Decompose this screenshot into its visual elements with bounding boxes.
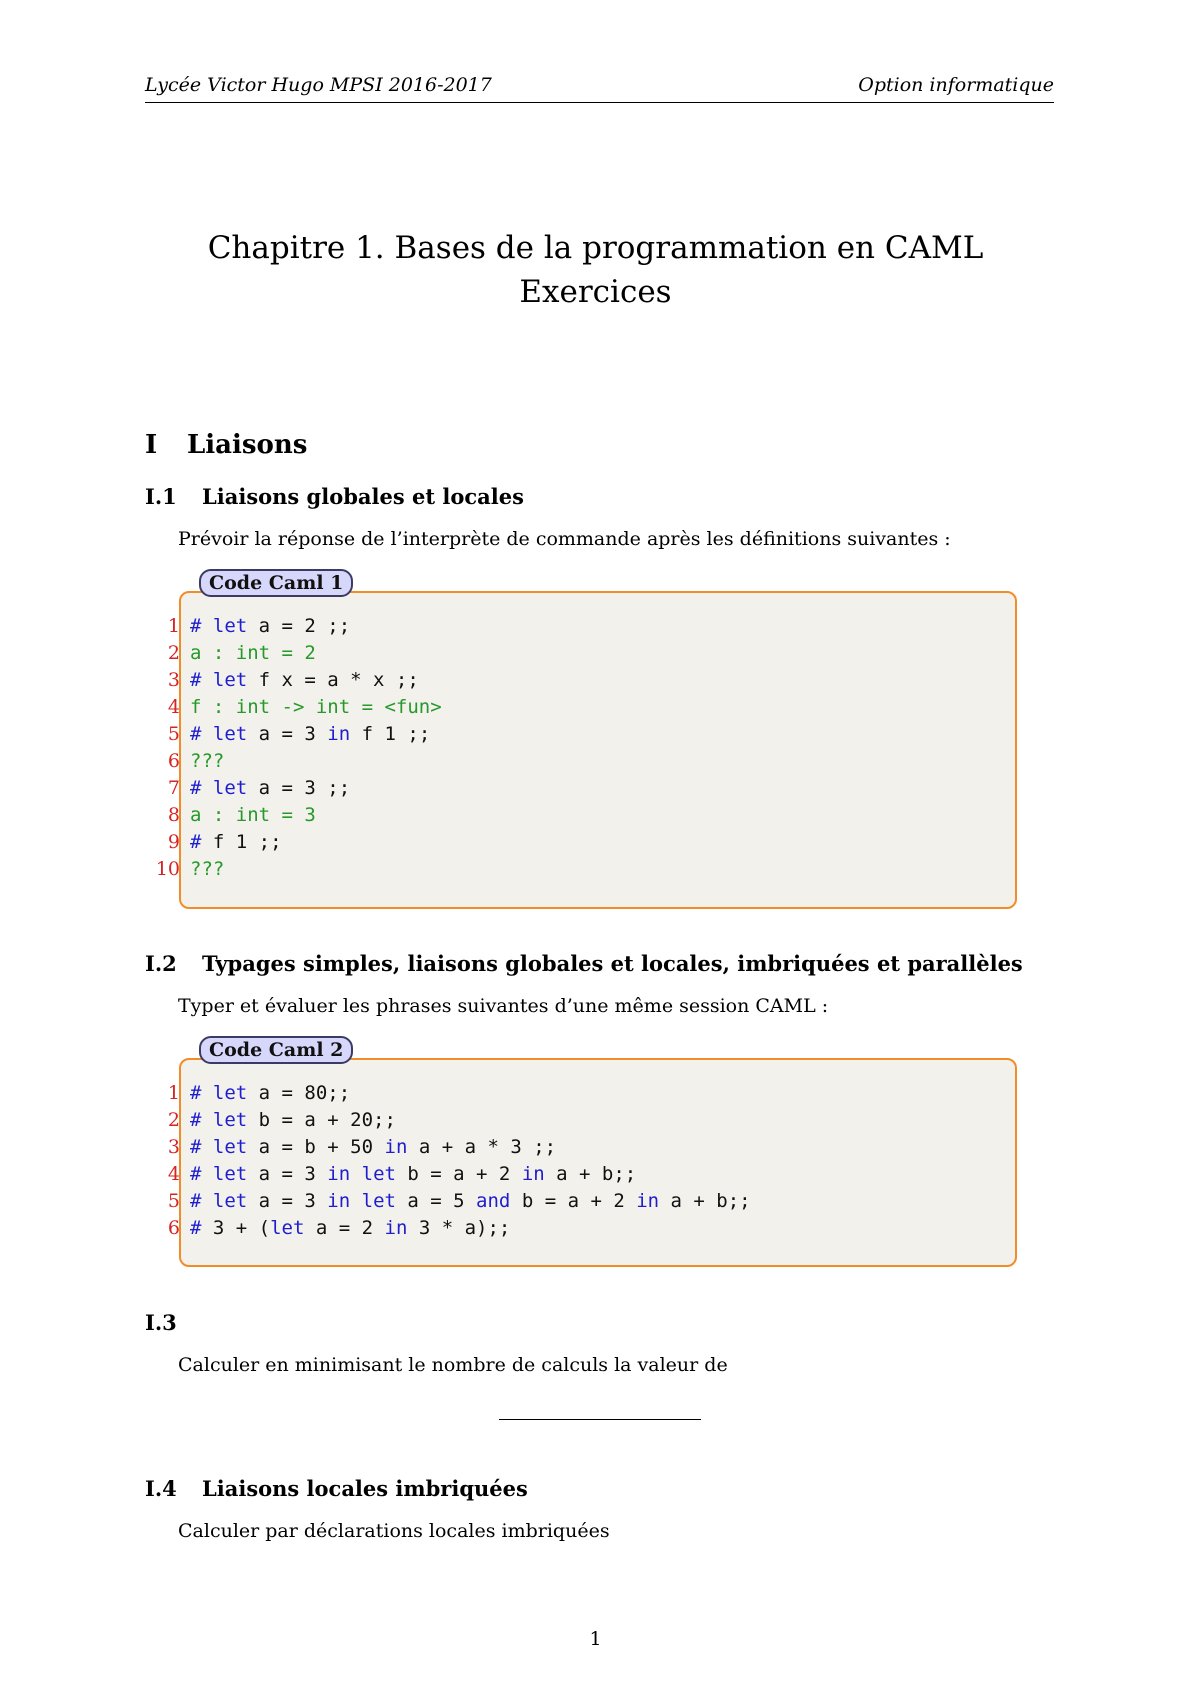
line-number: 4 <box>167 696 180 718</box>
code-keyword: # <box>190 777 213 799</box>
code-text <box>190 613 350 640</box>
line-number: 2 <box>167 1109 180 1131</box>
line-number: 6 <box>167 1217 180 1239</box>
code-keyword: let <box>212 777 248 799</box>
code-line <box>150 775 1020 802</box>
code-keyword: in <box>327 723 351 745</box>
line-number: 6 <box>167 750 180 772</box>
code-label-1: Code Caml 1 <box>199 569 353 597</box>
code-keyword: # <box>190 1163 213 1185</box>
code-keyword: in <box>636 1190 660 1212</box>
code-keyword: let <box>212 1136 248 1158</box>
subsection-title: Liaisons globales et locales <box>202 484 524 509</box>
code-text <box>190 667 419 694</box>
code-output: ??? <box>190 750 225 772</box>
code-line <box>150 856 1020 883</box>
line-number: 1 <box>167 615 180 637</box>
code-line <box>150 667 1020 694</box>
line-number: 3 <box>167 669 180 691</box>
code-keyword: let <box>361 1163 396 1185</box>
code-output: a : int = 3 <box>190 804 316 826</box>
code-text <box>190 1080 350 1107</box>
code-text <box>190 1134 556 1161</box>
code-line <box>150 1161 1020 1188</box>
subsection-title: Typages simples, liaisons globales et locales, imbriquées et parallèles <box>202 951 1023 976</box>
code-line <box>150 1107 1020 1134</box>
code-line <box>150 1188 1020 1215</box>
line-number: 10 <box>155 858 180 880</box>
subsection-text-2: Typer et évaluer les phrases suivantes d’une même session CAML : <box>178 995 829 1017</box>
code-text <box>190 694 442 721</box>
code-keyword: and <box>476 1190 511 1212</box>
code-token: a + b;; <box>659 1190 751 1212</box>
code-token: a = 2 ;; <box>247 615 351 637</box>
line-number: 3 <box>167 1136 180 1158</box>
code-line <box>150 1215 1020 1242</box>
code-keyword: in <box>384 1136 408 1158</box>
code-line <box>150 721 1020 748</box>
subsection-heading-1 <box>145 484 524 509</box>
code-keyword: let <box>212 669 248 691</box>
code-token: a = 80;; <box>247 1082 351 1104</box>
code-text <box>190 1215 510 1242</box>
code-keyword: in <box>521 1163 545 1185</box>
code-keyword: # <box>190 1190 213 1212</box>
code-text <box>190 775 350 802</box>
subsection-heading-2 <box>145 951 1023 976</box>
code-token: a + a * 3 ;; <box>407 1136 557 1158</box>
code-token: a = 3 <box>247 723 328 745</box>
code-token: a = 3 <box>247 1190 328 1212</box>
code-text <box>190 856 224 883</box>
code-text <box>190 640 316 667</box>
code-keyword: # <box>190 1082 213 1104</box>
code-listing-2 <box>150 1080 1020 1242</box>
code-keyword: # <box>190 669 213 691</box>
code-keyword: in <box>327 1163 351 1185</box>
code-listing-1 <box>150 613 1020 883</box>
header-right: Option informatique <box>858 74 1054 96</box>
line-number: 9 <box>167 831 180 853</box>
code-line <box>150 1134 1020 1161</box>
code-token: f x = a * x ;; <box>247 669 419 691</box>
code-keyword: # <box>190 723 213 745</box>
code-text <box>190 1107 396 1134</box>
line-number: 1 <box>167 1082 180 1104</box>
subsection-number: I.4 <box>145 1476 177 1501</box>
code-token: f 1 ;; <box>350 723 431 745</box>
code-keyword: # <box>190 1109 213 1131</box>
code-token: 3 * a);; <box>407 1217 511 1239</box>
code-token: a = 5 <box>395 1190 477 1212</box>
subsection-title: Liaisons locales imbriquées <box>202 1476 528 1501</box>
subsection-heading-3 <box>145 1310 202 1335</box>
code-text <box>190 748 224 775</box>
code-keyword: let <box>361 1190 396 1212</box>
document-subtitle: Exercices <box>519 274 672 310</box>
code-text <box>190 1161 636 1188</box>
code-keyword: let <box>212 615 248 637</box>
code-line <box>150 640 1020 667</box>
subsection-heading-4 <box>145 1476 528 1501</box>
code-keyword: let <box>212 1109 248 1131</box>
code-line <box>150 694 1020 721</box>
document-title: Chapitre 1. Bases de la programmation en CAML <box>207 230 984 266</box>
code-keyword: # <box>190 615 213 637</box>
code-keyword: let <box>212 1163 248 1185</box>
code-token: f 1 ;; <box>212 831 282 853</box>
code-token: b = a + 20;; <box>247 1109 396 1131</box>
code-line <box>150 829 1020 856</box>
code-token <box>350 1163 361 1185</box>
code-text <box>190 802 316 829</box>
section-title: Liaisons <box>187 430 308 460</box>
code-token: b = a + 2 <box>395 1163 522 1185</box>
code-token: a = 3 ;; <box>247 777 351 799</box>
code-line <box>150 1080 1020 1107</box>
code-output: a : int = 2 <box>190 642 316 664</box>
header-rule <box>145 102 1054 103</box>
code-token: a = 3 <box>247 1163 328 1185</box>
code-label-2: Code Caml 2 <box>199 1036 353 1064</box>
code-keyword: # <box>190 1217 213 1239</box>
line-number: 4 <box>167 1163 180 1185</box>
subsection-text-3: Calculer en minimisant le nombre de calculs la valeur de <box>178 1354 728 1376</box>
code-token: a + b;; <box>544 1163 637 1185</box>
subsection-number: I.2 <box>145 951 177 976</box>
code-token: a = b + 50 <box>247 1136 385 1158</box>
page-number: 1 <box>589 1628 602 1650</box>
code-keyword: let <box>270 1217 305 1239</box>
subsection-number: I.3 <box>145 1310 177 1335</box>
code-token <box>350 1190 361 1212</box>
subsection-number: I.1 <box>145 484 177 509</box>
code-output: ??? <box>190 858 225 880</box>
fraction-rule <box>499 1419 701 1420</box>
line-number: 8 <box>167 804 180 826</box>
line-number: 5 <box>167 1190 180 1212</box>
code-keyword: # <box>190 1136 213 1158</box>
code-line <box>150 613 1020 640</box>
code-keyword: in <box>384 1217 408 1239</box>
subsection-text-1: Prévoir la réponse de l’interprète de commande après les définitions suivantes : <box>178 528 951 550</box>
code-text <box>190 1188 751 1215</box>
code-text <box>190 721 430 748</box>
code-keyword: let <box>212 723 248 745</box>
code-output: f : int -> int = <fun> <box>190 696 442 718</box>
code-keyword: let <box>212 1190 248 1212</box>
section-number: I <box>145 430 158 460</box>
code-token: a = 2 <box>304 1217 385 1239</box>
line-number: 2 <box>167 642 180 664</box>
subsection-text-4: Calculer par déclarations locales imbriquées <box>178 1520 610 1542</box>
code-keyword: in <box>327 1190 351 1212</box>
code-line <box>150 802 1020 829</box>
header-left: Lycée Victor Hugo MPSI 2016-2017 <box>145 74 492 96</box>
line-number: 7 <box>167 777 180 799</box>
line-number: 5 <box>167 723 180 745</box>
code-text <box>190 829 282 856</box>
code-keyword: # <box>190 831 213 853</box>
code-token: 3 + ( <box>212 1217 271 1239</box>
section-heading <box>145 430 307 460</box>
code-line <box>150 748 1020 775</box>
code-keyword: let <box>212 1082 248 1104</box>
code-token: b = a + 2 <box>510 1190 637 1212</box>
